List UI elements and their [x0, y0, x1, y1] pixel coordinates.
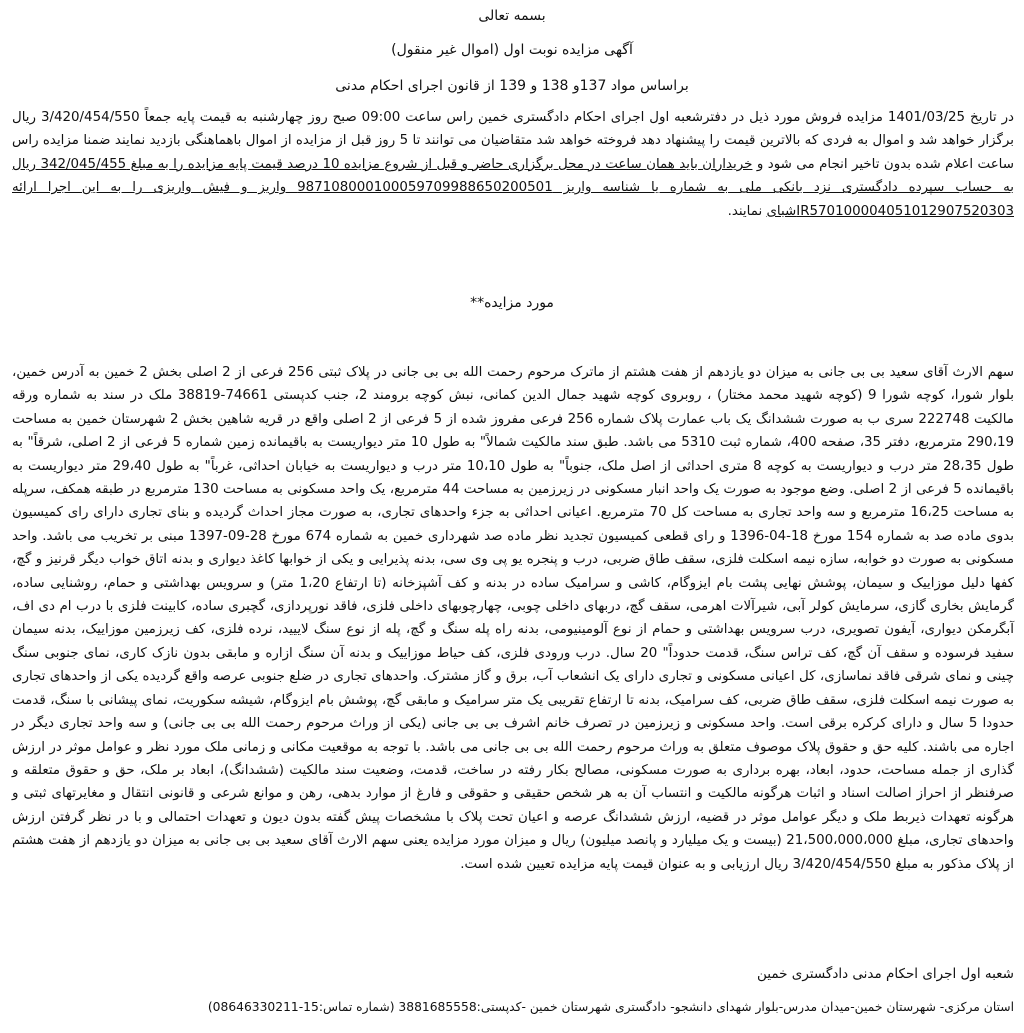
court-address-footer: استان مرکزی- شهرستان خمین-میدان مدرس-بلوار شهدای دانشجو- دادگستری شهرستان خمین -کدپستی:3881685558 (شماره تماس:15-08646330211) [207, 1000, 1014, 1014]
auction-subject-heading: مورد مزایده** [470, 295, 554, 311]
issuing-branch-signature: شعبه اول اجرای احکام مدنی دادگستری خمین [756, 966, 1014, 982]
legal-basis: براساس مواد 137و 138 و 139 از قانون اجرای احکام مدنی [335, 78, 689, 94]
invocation: بسمه تعالی [478, 8, 546, 24]
intro-underlined-conditions: خریداران باید همان ساعت در محل برگزاری حاضر و قبل از شروع مزایده 10 درصد قیمت پایه مزایده را به مبلغ 342/045/455 ریال به حساب سپرده دادگستری نزد بانکی ملی به شماره یا شناسه واریز 987108000100059709988650200501 واریز و فیش واریزی را به این اجرا ارائه IR570100004051012907520303شبای [12, 156, 1015, 219]
intro-paragraph [12, 106, 1014, 223]
property-description: سهم الارث آقای سعید بی بی جانی به میزان دو یازدهم از هفت هشتم از ماترک مرحوم رحمت الله بی بی جانی در پلاک ثبتی 256 فرعی از 2 اصلی بخش 2 خمین به آدرس خمین، بلوار شورا، کوچه شورا 9 (کوچه شهید محمد مختار) ، روبروی کوچه شهید جمال الدین کمانی، نبش کوچه برومند 2، جنب کدپستی 74661-38819 ملک در سند به شماره ورقه مالکیت 222748 سری ب به صورت ششدانگ یک باب عمارت پلاک شماره 256 فرعی مفروز شده از 5 فرعی از 2 اصلی واقع در قریه شاهین بخش 2 شهرستان خمین به مساحت 290،19 مترمربع، دفتر 35، صفحه 400، شماره ثبت 5310 می باشد. طبق سند مالکیت شمالاً" به طول 10 متر دیواریست به باقیمانده زمین شماره 5 فرعی از 2 اصلی، شرقاً" به طول 28،35 متر درب و دیواریست به کوچه 8 متری احداثی از اصل ملک، جنوباً" به طول 10،10 متر درب و دیواریست به خیابان احداثی، غرباً" به طول 29،40 متر دیواریست به باقیمانده 5 فرعی از 2 اصلی. وضع موجود به صورت یک واحد انبار مسکونی در زیرزمین به مساحت 44 مترمربع، یک واحد مسکونی به مساحت 130 مترمربع در طبقه همکف، سرپله به مساحت 16،25 مترمربع و سه واحد تجاری به مساحت کل 70 مترمربع. اعیانی احداثی به جزء واحدهای تجاری، به صورت مجاز احداث گردیده و بنای تجاری دارای رای کمیسیون بدوی ماده صد به شماره 154 مورخ 18-04-1396 و رای قطعی کمیسیون تجدید نظر ماده صد شهرداری خمین به شماره 674 مورخ 28-09-1397 مبنی بر تخریب می باشد. واحد مسکونی به صورت دو خوابه، سازه نیمه اسکلت فلزی، سقف طاق ضربی، درب و پنجره یو پی وی سی، بدنه پذیرایی و یکی از خوابها کاغذ دیواری و بدنه اتاق خواب دیگر قرنیز و گچ، کفها دلیل موزاییک و سیمان، پوشش نهایی پشت بام ایزوگام، کاشی و سرامیک ساده در بدنه و کف آشپزخانه (تا ارتفاع 1،20 متر) و سرویس بهداشتی و حمام، روشنایی ساده، گرمایش بخاری گازی، سرمایش کولر آبی، شیرآلات اهرمی، سقف گچ، دربهای داخلی چوبی، چهارچوبهای داخلی فلزی، فاقد نورپردازی، گچبری ساده، کابینت فلزی با درب ام دی اف، آبگرمکن دیواری، آیفون تصویری، درب سرویس بهداشتی و حمام از نوع آلومینیومی، بدنه راه پله سنگ و گچ، پله از نوع سنگ لاییید، نرده فلزی، کف زیرزمین موزاییک، بدنه سیمان سفید فرسوده و سقف آن گچ، کف تراس سنگ، قدمت حدوداً" 20 سال. درب ورودی فلزی، کف حیاط موزاییک و بدنه آن سنگ ازاره و مابقی بدون نازک کاری، نمای جنوبی سنگ چینی و نمای شرقی فاقد نماسازی، کل اعیانی مسکونی و تجاری دارای یک انشعاب آب، برق و گاز مشترک. واحدهای تجاری در ضلع جنوبی عرصه واقع گردیده یکی از واحدهای تجاری به صورت نیمه اسکلت فلزی، سقف طاق ضربی، کف سرامیک، بدنه تا ارتفاع تقریبی یک متر سرامیک و مابقی گچ، پوشش بام ایزوگام، شیشه سکوریت، نمای پیشانی با سنگ، قدمت حدودا 5 سال و دارای کرکره برقی است. واحد مسکونی و زیرزمین در تصرف خانم اشرف بی بی جانی (یکی از وراث مرحوم رحمت الله بی بی جانی) و سه واحد تجاری دیگر در اجاره می باشند. کلیه حق و حقوق پلاک موصوف متعلق به وراث مرحوم رحمت الله بی بی جانی می باشد. با توجه به موقعیت مکانی و زمانی ملک مورد نظر و عوامل موثر در ارزش گذاری از جمله مساحت، حدود، ابعاد، بهره برداری به صورت مسکونی، مصالح بکار رفته در ساخت، قدمت، وضعیت سند مالکیت (ششدانگ)، ابعاد بر ملک، حق و حقوق متعلقه و صرفنظر از احراز اصالت اسناد و اثبات هرگونه مالکیت و انتساب آن به هر شخص حقیقی و حقوقی و فارغ از موارد بدهی، رهن و موانع شرعی و قانونی انتقال و مغایرتهای ثبتی و هرگونه تعهدات ذیربط ملک و دیگر عوامل موثر در قضیه، ارزش ششدانگ عرصه و اعیان تحت پلاک با مشخصات پیش گفته بدون دیون و تعهدات احتمالی و با در نظر گرفتن ارزش واحدهای تجاری، مبلغ 21،500،000،000 (بیست و یک میلیارد و پانصد میلیون) ریال و میزان مورد مزایده یعنی سهم الارث آقای سعید بی بی جانی به میزان دو یازدهم از هفت هشتم از پلاک مذکور به مبلغ 3/420/454/550 ریال ارزیابی و به عنوان قیمت پایه مزایده تعیین شده است. [12, 365, 1015, 872]
intro-text-part2: نمایند. [727, 203, 767, 219]
intro-text-part1: در تاریخ 1401/03/25 مزایده فروش مورد ذیل در دفترشعبه اول اجرای احکام دادگستری خمین راس ساعت 09:00 صبح روز چهارشنبه به قیمت پایه جمعاً 3/420/454/550 ریال برگزار خواهد شد و اموال به فردی که بالاترین قیمت را پیشنهاد دهد فروخته خواهد شد متقاضیان می توانند تا 5 روز قبل از مزایده از اموال باهماهنگی بازدید نمایند ضمنا مزایده راس ساعت اعلام شده بدون تاخیر انجام می شود و [12, 110, 1014, 172]
notice-title: آگهی مزایده نوبت اول (اموال غیر منقول) [391, 42, 633, 58]
